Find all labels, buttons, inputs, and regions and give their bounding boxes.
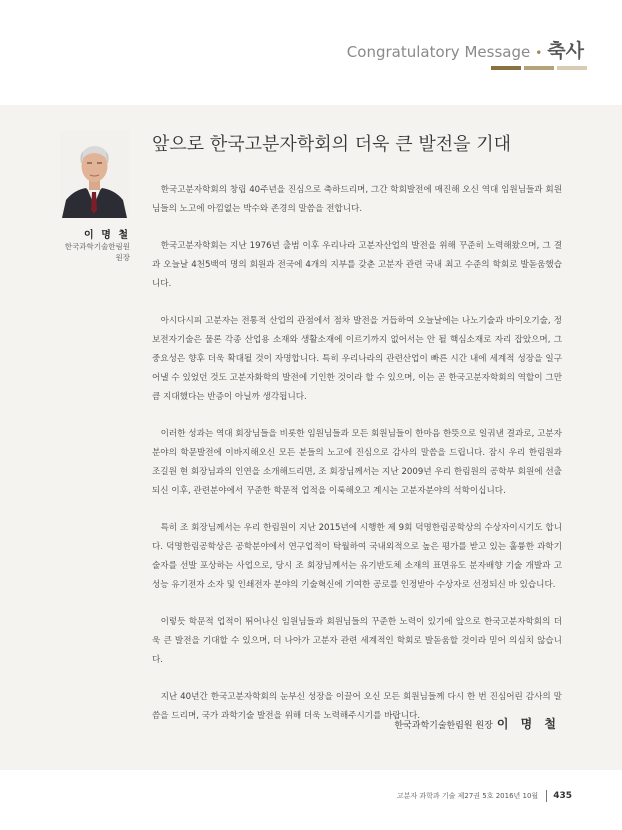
- page-footer: [397, 790, 572, 802]
- signature-org-role: 한국과학기술한림원 원장: [394, 721, 493, 731]
- footer-journal: 고분자 과학과 기술: [396, 792, 456, 800]
- page-header: [0, 0, 622, 105]
- author-name: 이 명 철: [84, 230, 130, 241]
- body-paragraph: 특히 조 회장님께서는 우리 한림원이 지난 2015년에 시행한 제 9회 덕명한림공학상의 수상자이시기도 합니다. 덕명한림공학상은 공학분야에서 연구업적이 탁월하여 국내외적으로 높은 평가를 받고 있는 훌륭한 과학기술자를 선발 포상하는 사업으로, 당시 조 회장님께서는 유기반도체 소재의 표면유도 분자배향 기술 개발과 고성능 유기전자 소자 및 인쇄전자 분야의 기술혁신에 기여한 공로를 인정받아 수상자로 선정되신 바 있습니다.: [152, 523, 562, 590]
- author-photo: [60, 130, 129, 218]
- body-paragraph: 이렇듯 학문적 업적이 뛰어나신 임원님들과 회원님들의 꾸준한 노력이 있기에 앞으로 한국고분자학회의 더욱 큰 발전을 기대할 수 있으며, 더 나아가 고분자 관련 세계적인 학회로 발돋움할 것이라 믿어 의심치 않습니다.: [152, 617, 562, 665]
- section-label-dot: •: [535, 46, 543, 60]
- signature: [394, 715, 560, 732]
- author-role: 원장: [115, 253, 130, 262]
- body-paragraph: 아시다시피 고분자는 전통적 산업의 관점에서 점차 발전을 거듭하여 오늘날에는 나노기술과 바이오기술, 정보전자기술은 물론 각종 산업용 소재와 생활소재에 이르기까지 없어서는 안 될 핵심소재로 자리 잡았으며, 그 중요성은 향후 더욱 확대될 것이 자명합니다. 특히 우리나라의 관련산업이 빠른 시간 내에 세계적 성장을 일구어낼 수 있었던 것도 고분자화학의 발전에 기인한 것이라 할 수 있으며, 이는 곧 한국고분자학회의 역할이 그만큼 지대했다는 반증이 아닐까 생각됩니다.: [152, 316, 562, 402]
- signature-name: 이 명 철: [496, 717, 560, 731]
- header-accent-bar: [491, 66, 521, 70]
- author-org: 한국과학기술한림원: [64, 242, 130, 251]
- article-title: 앞으로 한국고분자학회의 더욱 큰 발전을 기대: [152, 134, 511, 155]
- section-label-ko: 축사: [547, 40, 584, 62]
- header-accent-bar: [557, 66, 587, 70]
- section-label-en: Congratulatory Message: [346, 43, 531, 61]
- body-paragraph: 이러한 성과는 역대 회장님들을 비롯한 임원님들과 모든 회원님들이 한마음 한뜻으로 일궈낸 결과로, 고분자분야의 학문발전에 이바지해오신 모든 분들의 노고에 진심으로 감사의 말씀을 드립니다. 잠시 우리 한림원과 조길원 현 회장님과의 인연을 소개해드리면, 조 회장님께서는 지난 2009년 우리 한림원의 공학부 회원에 선출되신 이후, 관련분야에서 꾸준한 학문적 업적을 이룩해오고 계시는 고분자분야의 석학이십니다.: [152, 429, 562, 496]
- section-label: [347, 36, 584, 63]
- article-body: [152, 181, 562, 744]
- footer-divider: [546, 790, 547, 802]
- body-paragraph: 한국고분자학회는 지난 1976년 출범 이후 우리나라 고분자산업의 발전을 위해 꾸준히 노력해왔으며, 그 결과 오늘날 4천5백여 명의 회원과 전국에 4개의 지부를 갖춘 고분자 관련 국내 최고 수준의 학회로 발돋움했습니다.: [152, 241, 562, 289]
- body-paragraph: 지난 40년간 한국고분자학회의 눈부신 성장을 이끌어 오신 모든 회원님들께 다시 한 번 진심어린 감사의 말씀을 드리며, 국가 과학기술 발전을 위해 더욱 노력해주시기를 바랍니다.: [152, 692, 562, 721]
- page-number: 435: [553, 791, 572, 801]
- footer-issue: 제27권 5호 2016년 10월: [457, 792, 539, 800]
- author-affiliation: [40, 241, 130, 263]
- body-paragraph: 한국고분자학회의 창립 40주년을 진심으로 축하드리며, 그간 학회발전에 매진해 오신 역대 임원님들과 회원님들의 노고에 아낌없는 박수와 존경의 말씀을 전합니다.: [152, 185, 562, 214]
- header-accent-bar: [524, 66, 554, 70]
